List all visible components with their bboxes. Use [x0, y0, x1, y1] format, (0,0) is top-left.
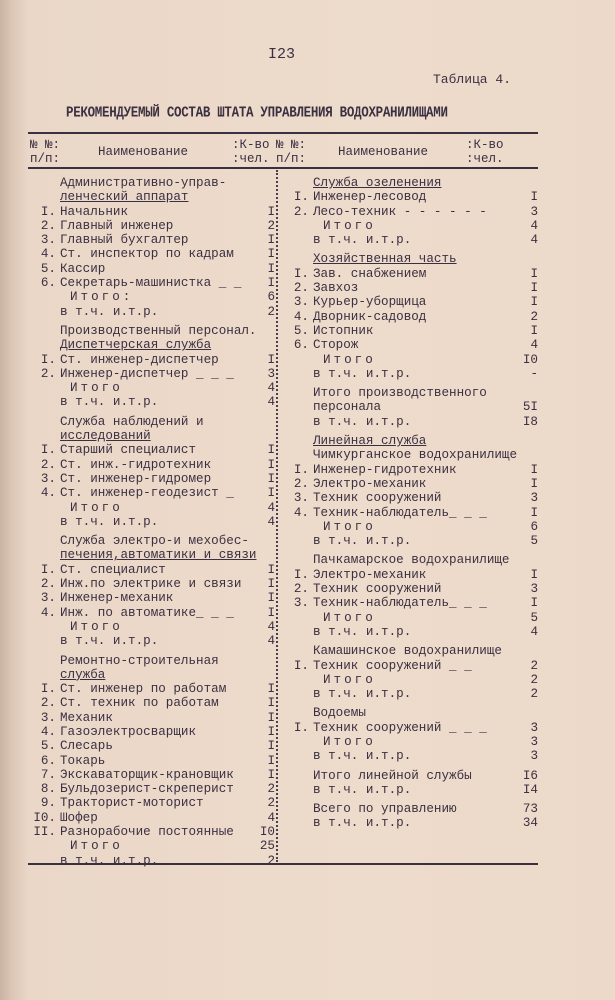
row-name: Старший специалист	[60, 443, 197, 458]
row-label: Итого:	[70, 290, 134, 305]
row-count: I	[530, 323, 538, 338]
header-count-right: :К-во :чел.	[466, 138, 504, 166]
row-count: I	[267, 352, 275, 367]
table-row	[283, 310, 538, 324]
header-num-right: № №: п/п:	[276, 138, 307, 166]
row-number: 7.	[40, 767, 56, 782]
row-name: Инж.по электрике и связи	[60, 577, 242, 592]
page-number: I23	[268, 46, 296, 63]
row-label: в т.ч. и.т.р.	[313, 534, 412, 549]
row-name: Экскаваторщик-крановщик	[60, 767, 234, 782]
table-row	[283, 338, 538, 352]
row-number: 6.	[40, 753, 56, 768]
row-label: в т.ч. и.т.р.	[313, 624, 412, 639]
row-count: 4	[267, 810, 275, 825]
column-divider	[276, 170, 278, 862]
row-name: Дворник-садовод	[313, 309, 427, 324]
row-name: Разнорабочие постоянные	[60, 825, 234, 840]
row-number: 2.	[40, 696, 56, 711]
table-row	[30, 825, 275, 839]
row-name: Ст. техник по работам	[60, 696, 219, 711]
summary-row	[283, 802, 538, 816]
row-count: 5I	[522, 400, 538, 415]
section-heading: Линейная служба	[313, 434, 427, 449]
row-name: Завхоз	[313, 281, 359, 296]
row-number: I.	[293, 266, 309, 281]
row-number: 2.	[293, 476, 309, 491]
table-row	[283, 506, 538, 520]
table-row	[30, 262, 275, 276]
row-count: 2	[530, 309, 538, 324]
row-count: I	[530, 596, 538, 611]
row-count: 3	[530, 204, 538, 219]
row-number: 6.	[40, 276, 56, 291]
row-number: 2.	[293, 281, 309, 296]
row-name: Истопник	[313, 323, 374, 338]
row-number: 2.	[40, 457, 56, 472]
row-name: Инженер-механик	[60, 591, 174, 606]
table-top-rule	[28, 132, 538, 134]
row-name: Ст. инженер-диспетчер	[60, 352, 219, 367]
row-count: 2	[267, 782, 275, 797]
row-name: Газоэлектросварщик	[60, 724, 197, 739]
row-count: 5	[530, 610, 538, 625]
row-count: -	[530, 366, 538, 381]
total-row	[283, 353, 538, 367]
table-row	[283, 477, 538, 491]
total-row	[30, 290, 275, 304]
row-count: I	[267, 591, 275, 606]
row-number: 4.	[293, 505, 309, 520]
row-number: 3.	[293, 596, 309, 611]
row-name: Ст. инженер по работам	[60, 682, 227, 697]
row-label: в т.ч. и.т.р.	[313, 366, 412, 381]
total-row	[283, 611, 538, 625]
engineering-staff-row	[283, 816, 538, 830]
row-count: 4	[267, 619, 275, 634]
row-number: I.	[40, 204, 56, 219]
section-heading: Хозяйственная часть	[313, 252, 457, 267]
row-count: 34	[522, 816, 538, 831]
engineering-staff-row	[283, 534, 538, 548]
row-name: Инж. по автоматике_ _ _	[60, 605, 234, 620]
table-row	[30, 711, 275, 725]
engineering-staff-row	[283, 367, 538, 381]
row-name: Техник сооружений	[313, 491, 442, 506]
row-count: I	[267, 724, 275, 739]
row-count: I	[267, 696, 275, 711]
summary-row	[283, 769, 538, 783]
row-label: Итого	[70, 500, 123, 515]
table-number: Таблица 4.	[433, 72, 512, 87]
table-row	[30, 563, 275, 577]
row-number: 4.	[293, 309, 309, 324]
row-label: в т.ч. и.т.р.	[313, 749, 412, 764]
row-count: I	[530, 295, 538, 310]
section-heading: ленческий аппарат	[60, 190, 189, 205]
table-row	[30, 591, 275, 605]
row-label: Итого	[70, 619, 123, 634]
table-row	[30, 486, 275, 500]
table-row	[30, 205, 275, 219]
row-label: в т.ч. и.т.р.	[60, 853, 159, 868]
header-num: № №: п/п:	[30, 138, 61, 166]
row-label: в т.ч. и.т.р.	[60, 634, 159, 649]
row-name: Электро-механик	[313, 476, 427, 491]
row-count: I	[267, 276, 275, 291]
table-row	[283, 721, 538, 735]
row-count: 25	[259, 839, 275, 854]
section-heading: Чимкурганское водохранилище	[313, 448, 518, 463]
row-count: I0	[259, 825, 275, 840]
row-count: 3	[530, 582, 538, 597]
section-heading: Служба наблюдений и	[60, 414, 204, 429]
row-name: Инженер-диспетчер _ _ _	[60, 366, 234, 381]
row-count: I	[530, 266, 538, 281]
table-row	[30, 458, 275, 472]
row-count: I	[530, 462, 538, 477]
table-row	[30, 725, 275, 739]
row-name: Электро-механик	[313, 567, 427, 582]
row-count: 73	[522, 802, 538, 817]
table-row	[283, 267, 538, 281]
engineering-staff-row	[283, 687, 538, 701]
table-row	[30, 682, 275, 696]
row-name: Ст. инспектор по кадрам	[60, 247, 234, 262]
row-count: I	[267, 577, 275, 592]
row-label: в т.ч. и.т.р.	[313, 687, 412, 702]
row-count: I0	[522, 352, 538, 367]
row-name: Тракторист-моторист	[60, 796, 204, 811]
table-bottom-rule	[28, 863, 538, 865]
table-row	[30, 219, 275, 233]
row-number: 4.	[40, 605, 56, 620]
row-count: I	[530, 567, 538, 582]
engineering-staff-row	[30, 634, 275, 648]
row-count: 5	[530, 534, 538, 549]
row-number: 4.	[40, 486, 56, 501]
table-row	[30, 353, 275, 367]
table-row	[30, 811, 275, 825]
total-row	[30, 381, 275, 395]
row-name: Токарь	[60, 753, 106, 768]
table-row	[283, 190, 538, 204]
section-heading: Итого производственного	[313, 386, 487, 401]
row-count: I	[267, 605, 275, 620]
row-label: в т.ч. и.т.р.	[60, 395, 159, 410]
row-count: 4	[530, 218, 538, 233]
row-label: Итого	[70, 381, 123, 396]
total-row	[283, 520, 538, 534]
row-number: II.	[33, 825, 56, 840]
row-number: 3.	[40, 233, 56, 248]
row-count: 2	[267, 796, 275, 811]
row-label: Итого	[323, 610, 376, 625]
table-row	[30, 472, 275, 486]
table-row	[283, 463, 538, 477]
table-row	[283, 281, 538, 295]
table-row	[283, 596, 538, 610]
row-count: I	[267, 739, 275, 754]
table-row	[283, 205, 538, 219]
row-number: 3.	[40, 710, 56, 725]
table-row	[283, 568, 538, 582]
row-name: Техник-наблюдатель_ _ _	[313, 505, 487, 520]
row-count: 2	[267, 218, 275, 233]
row-count: 4	[267, 381, 275, 396]
row-name: Кассир	[60, 261, 106, 276]
engineering-staff-row	[30, 305, 275, 319]
table-title: РЕКОМЕНДУЕМЫЙ СОСТАВ ШТАТА УПРАВЛЕНИЯ ВОДОХРАНИЛИЩАМИ	[66, 104, 448, 122]
row-label: Всего по управлению	[313, 802, 457, 817]
row-number: 2.	[40, 366, 56, 381]
row-count: 3	[267, 366, 275, 381]
header-count: :К-во :чел.	[232, 138, 270, 166]
section-heading: Камашинское водохранилище	[313, 644, 502, 659]
header-name-right: Наименование	[338, 145, 429, 159]
row-number: I.	[40, 352, 56, 367]
row-number: 5.	[40, 739, 56, 754]
row-count: I	[267, 753, 275, 768]
row-number: I.	[293, 658, 309, 673]
row-name: Главный инженер	[60, 218, 174, 233]
row-number: I.	[293, 462, 309, 477]
total-row	[283, 673, 538, 687]
row-number: 4.	[40, 247, 56, 262]
row-number: 4.	[40, 724, 56, 739]
row-name: Инженер-лесовод	[313, 190, 427, 205]
row-name: Ст. инженер-гидромер	[60, 471, 212, 486]
table-row	[30, 606, 275, 620]
row-name: Ст. специалист	[60, 562, 166, 577]
row-name: Бульдозерист-скреперист	[60, 782, 234, 797]
row-count: 4	[267, 395, 275, 410]
row-count: 3	[530, 749, 538, 764]
row-name: Сторож	[313, 338, 359, 353]
row-number: 9.	[40, 796, 56, 811]
table-row	[283, 659, 538, 673]
row-number: I.	[40, 682, 56, 697]
row-count: 6	[530, 519, 538, 534]
engineering-staff-row	[283, 783, 538, 797]
row-name: Главный бухгалтер	[60, 233, 189, 248]
row-label: Итого	[323, 352, 376, 367]
total-row	[30, 501, 275, 515]
row-label: Итого	[323, 672, 376, 687]
row-label: в т.ч. и.т.р.	[313, 414, 412, 429]
row-name: Инженер-гидротехник	[313, 462, 457, 477]
row-count: I8	[522, 414, 538, 429]
row-name: Техник сооружений _ _ _	[313, 720, 487, 735]
row-count: 6	[267, 290, 275, 305]
table-row	[283, 295, 538, 309]
row-count: I	[267, 486, 275, 501]
row-count: I	[530, 505, 538, 520]
row-label: в т.ч. и.т.р.	[313, 233, 412, 248]
row-count: I	[267, 443, 275, 458]
left-column	[30, 176, 275, 868]
section-heading: Производственный персонал.	[60, 323, 257, 338]
section-heading: Водоемы	[313, 706, 366, 721]
table-row	[30, 367, 275, 381]
row-name: Слесарь	[60, 739, 113, 754]
row-count: 2	[267, 853, 275, 868]
table-row	[283, 491, 538, 505]
row-count: 3	[530, 734, 538, 749]
row-label: Итого	[323, 218, 376, 233]
row-count: I	[530, 476, 538, 491]
total-row	[30, 839, 275, 853]
section-heading: печения,автоматики и связи	[60, 548, 257, 563]
row-count: I	[267, 247, 275, 262]
table-row	[30, 233, 275, 247]
section-heading: служба	[60, 667, 106, 682]
row-number: 5.	[40, 261, 56, 276]
row-count: I	[267, 471, 275, 486]
section-heading: Пачкамарское водохранилище	[313, 553, 510, 568]
summary-row	[283, 400, 538, 414]
table-row	[30, 696, 275, 710]
row-number: 2.	[40, 577, 56, 592]
row-label: в т.ч. и.т.р.	[313, 816, 412, 831]
row-count: 2	[530, 658, 538, 673]
header-bottom-rule	[28, 167, 538, 169]
row-count: I6	[522, 768, 538, 783]
total-row	[30, 620, 275, 634]
table-row	[30, 768, 275, 782]
row-count: 3	[530, 491, 538, 506]
row-number: 2.	[293, 582, 309, 597]
section-heading: Диспетчерская служба	[60, 338, 212, 353]
right-column	[283, 176, 538, 831]
row-number: I.	[40, 562, 56, 577]
engineering-staff-row	[283, 233, 538, 247]
table-row	[30, 754, 275, 768]
table-row	[283, 582, 538, 596]
row-number: I.	[40, 443, 56, 458]
row-number: I0.	[33, 810, 56, 825]
row-count: I	[530, 281, 538, 296]
table-row	[30, 276, 275, 290]
table-row	[30, 577, 275, 591]
engineering-staff-row	[283, 415, 538, 429]
row-count: I	[267, 767, 275, 782]
row-name: Техник-наблюдатель_ _ _	[313, 596, 487, 611]
row-count: 3	[530, 720, 538, 735]
row-count: I	[267, 682, 275, 697]
section-heading: Ремонтно-строительная	[60, 653, 219, 668]
row-label: Итого	[323, 734, 376, 749]
section-heading: Служба озеленения	[313, 176, 442, 190]
row-count: I	[267, 562, 275, 577]
table-row	[30, 443, 275, 457]
total-row	[283, 735, 538, 749]
row-number: 3.	[40, 471, 56, 486]
section-heading: Административно-управ-	[60, 176, 227, 190]
row-name: Механик	[60, 710, 113, 725]
table-row	[30, 796, 275, 810]
row-number: I.	[293, 567, 309, 582]
row-name: Секретарь-машинистка _ _	[60, 276, 242, 291]
row-count: I	[530, 190, 538, 205]
row-name: Ст. инженер-геодезист _	[60, 486, 234, 501]
row-number: 2.	[293, 204, 309, 219]
row-number: I.	[293, 190, 309, 205]
section-heading: исследований	[60, 429, 151, 444]
row-label: в т.ч. и.т.р.	[60, 514, 159, 529]
row-count: 2	[267, 304, 275, 319]
row-name: Начальник	[60, 204, 129, 219]
section-heading: Служба электро-и мехобес-	[60, 534, 249, 549]
engineering-staff-row	[283, 749, 538, 763]
row-count: I	[267, 710, 275, 725]
row-name: Техник сооружений _ _	[313, 658, 472, 673]
row-count: I	[267, 233, 275, 248]
table-row	[30, 739, 275, 753]
row-count: I	[267, 204, 275, 219]
row-number: 5.	[293, 323, 309, 338]
engineering-staff-row	[30, 854, 275, 868]
row-count: 4	[267, 500, 275, 515]
table-row	[283, 324, 538, 338]
row-count: 4	[267, 634, 275, 649]
row-number: 6.	[293, 338, 309, 353]
row-name: Курьер-уборщица	[313, 295, 427, 310]
row-name: Зав. снабжением	[313, 266, 427, 281]
row-label: персонала	[313, 400, 382, 415]
row-name: Шофер	[60, 810, 98, 825]
row-label: Итого линейной службы	[313, 768, 472, 783]
row-label: Итого	[323, 519, 376, 534]
row-count: 2	[530, 687, 538, 702]
engineering-staff-row	[30, 515, 275, 529]
row-name: Ст. инж.-гидротехник	[60, 457, 212, 472]
row-number: 3.	[293, 491, 309, 506]
header-name: Наименование	[98, 145, 189, 159]
total-row	[283, 219, 538, 233]
row-number: 2.	[40, 218, 56, 233]
row-number: I.	[293, 720, 309, 735]
engineering-staff-row	[283, 625, 538, 639]
row-label: Итого	[70, 839, 123, 854]
table-row	[30, 247, 275, 261]
row-number: 3.	[293, 295, 309, 310]
row-count: 4	[267, 514, 275, 529]
row-name: Лесо-техник - - - - - -	[313, 204, 487, 219]
row-number: 3.	[40, 591, 56, 606]
row-count: 4	[530, 233, 538, 248]
row-count: 4	[530, 338, 538, 353]
engineering-staff-row	[30, 395, 275, 409]
row-count: I4	[522, 782, 538, 797]
row-name: Техник сооружений	[313, 582, 442, 597]
row-count: I	[267, 457, 275, 472]
row-count: I	[267, 261, 275, 276]
row-number: 8.	[40, 782, 56, 797]
row-label: в т.ч. и.т.р.	[313, 782, 412, 797]
row-count: 2	[530, 672, 538, 687]
row-count: 4	[530, 624, 538, 639]
table-row	[30, 782, 275, 796]
row-label: в т.ч. и.т.р.	[60, 304, 159, 319]
